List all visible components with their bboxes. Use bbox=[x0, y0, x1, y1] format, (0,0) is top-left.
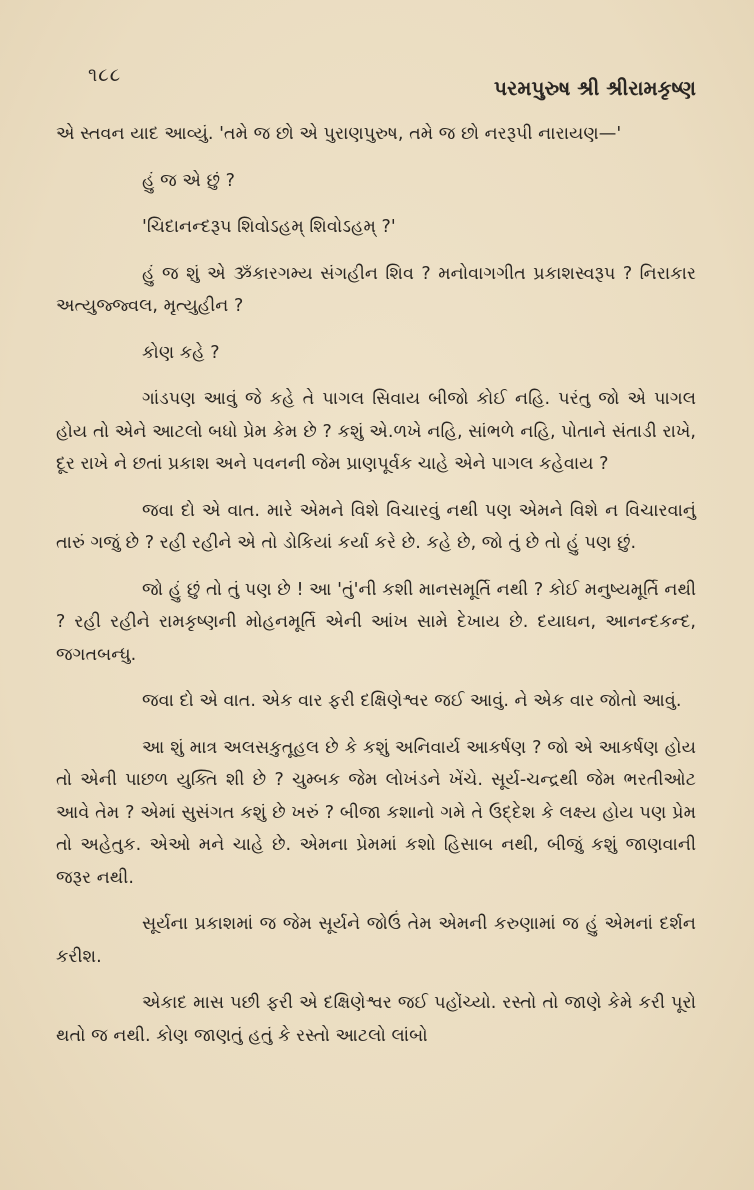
running-title: પરમપુરુષ શ્રી શ્રીરામકૃષ્ણ bbox=[494, 76, 696, 100]
paragraph: જવા દો એ વાત. એક વાર ફરી દક્ષિણેશ્વર જઈ આવું. ને એક વાર જોતો આવું. bbox=[142, 691, 682, 711]
paragraph: જવા દો એ વાત. મારે એમને વિશે વિચારવું નથી પણ એમને વિશે ન વિચારવાનું તારું ગજું છે ? રહી રહીને એ તો ડોકિયાં કર્યા કરે છે. કહે છે, જો તું છે તો હું પણ છું. bbox=[56, 500, 696, 553]
paragraph: એકાદ માસ પછી ફરી એ દક્ષિણેશ્વર જઈ પહોંચ્યો. રસ્તો તો જાણે કેમે કરી પૂરો થતો જ નથી. કોણ જાણતું હતું કે રસ્તો આટલો લાંબો bbox=[56, 993, 696, 1046]
page-number: ૧૮૮ bbox=[88, 64, 122, 86]
paragraph: એ સ્તવન યાદ આવ્યું. 'તમે જ છો એ પુરાણપુરુષ, તમે જ છો નરરૂપી નારાયણ—' bbox=[56, 124, 622, 144]
paragraph: ગાંડપણ આવું જે કહે તે પાગલ સિવાય બીજો કોઈ નહિ. પરંતુ જો એ પાગલ હોય તો એને આટલો બધો પ્રેમ કેમ છે ? કશું એ.ળખે નહિ, સાંભળે નહિ, પોતાને સંતાડી રાખે, દૂર રાખે ને છતાં પ્રકાશ અને પવનની જેમ પ્રાણપૂર્વક ચાહે એને પાગલ કહેવાય ? bbox=[56, 389, 696, 474]
paragraph: 'ચિદાનન્દરૂપ શિવોઽહમ્ શિવોઽહમ્ ?' bbox=[142, 217, 396, 237]
paragraph: હું જ એ છું ? bbox=[142, 170, 236, 191]
body-text bbox=[56, 118, 696, 1052]
paragraph: હું જ શું એ ૐકારગમ્ય સંગહીન શિવ ? મનોવાગગીત પ્રકાશસ્વરૂપ ? નિરાકાર અત્યુજ્જ્વલ, મૃત્યુહીન ? bbox=[56, 263, 696, 316]
paragraph: સૂર્યના પ્રકાશમાં જ જેમ સૂર્યને જોઉં તેમ એમની કરુણામાં જ હું એમનાં દર્શન કરીશ. bbox=[56, 914, 696, 967]
paragraph: જો હું છું તો તું પણ છે ! આ 'તું'ની કશી માનસમૂર્તિ નથી ? કોઈ મનુષ્યમૂર્તિ નથી ? રહી રહીને રામકૃષ્ણની મોહનમૂર્તિ એની આંખ સામે દેખાય છે. દયાઘન, આનન્દકન્દ, જગતબન્ધુ. bbox=[56, 579, 696, 665]
paragraph: આ શું માત્ર અલસકુતૂહલ છે કે કશું અનિવાર્ય આકર્ષણ ? જો એ આકર્ષણ હોય તો એની પાછળ યુક્તિ શી છે ? ચુમ્બક જેમ લોખંડને ખેંચે. સૂર્ય-ચન્દ્રથી જેમ ભરતીઓટ આવે તેમ ? એમાં સુસંગત કશું છે ખરું ? બીજા કશાનો ગમે તે ઉદ્દેશ કે લક્ષ્ય હોય પણ પ્રેમ તો અહેતુક. એઓ મને ચાહે છે. એમના પ્રેમમાં કશો હિસાબ નથી, બીજું કશું જાણવાની જરૂર નથી. bbox=[56, 737, 696, 888]
paragraph: કોણ કહે ? bbox=[142, 342, 220, 363]
